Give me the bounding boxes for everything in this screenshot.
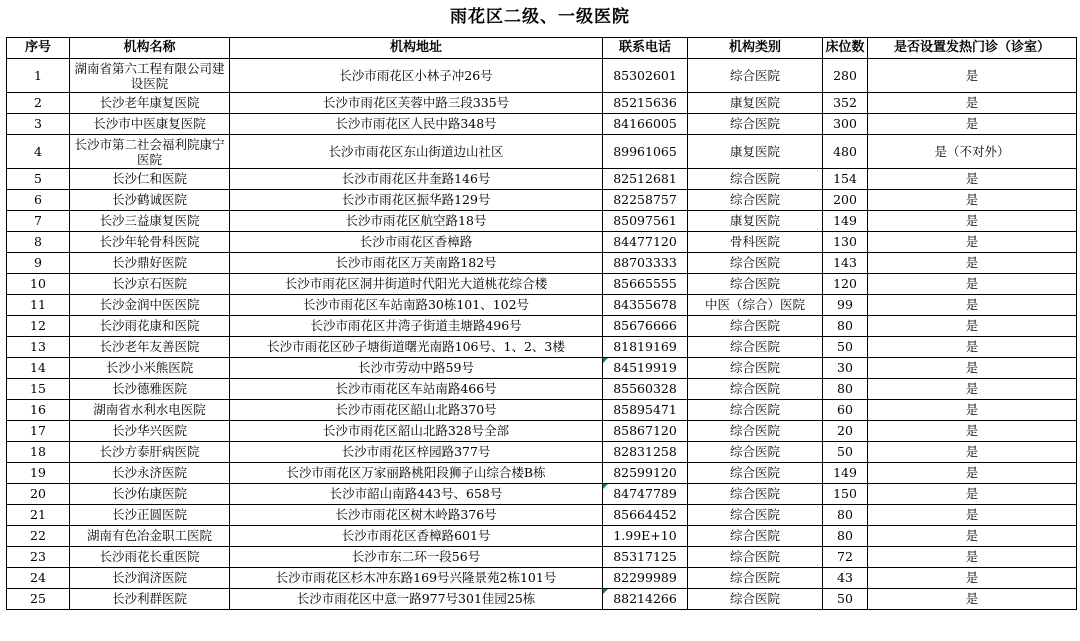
cell-type: 综合医院: [688, 589, 823, 610]
cell-name: 湖南有色冶金职工医院: [70, 526, 230, 547]
cell-no: 10: [7, 274, 70, 295]
cell-no: 8: [7, 232, 70, 253]
header-address: 机构地址: [230, 38, 603, 59]
cell-type: 综合医院: [688, 59, 823, 93]
cell-no: 25: [7, 589, 70, 610]
cell-name: 长沙润济医院: [70, 568, 230, 589]
cell-name: 湖南省水利水电医院: [70, 400, 230, 421]
cell-fever-clinic: 是: [868, 316, 1077, 337]
cell-no: 11: [7, 295, 70, 316]
cell-phone: 84355678: [603, 295, 688, 316]
cell-address: 长沙市雨花区梓园路377号: [230, 442, 603, 463]
cell-fever-clinic: 是（不对外）: [868, 135, 1077, 169]
cell-type: 综合医院: [688, 190, 823, 211]
cell-type: 综合医院: [688, 337, 823, 358]
cell-type: 综合医院: [688, 358, 823, 379]
table-row: [7, 114, 1077, 135]
cell-no: 16: [7, 400, 70, 421]
cell-address: 长沙市劳动中路59号: [230, 358, 603, 379]
cell-fever-clinic: 是: [868, 114, 1077, 135]
cell-type: 综合医院: [688, 400, 823, 421]
cell-address: 长沙市东二环一段56号: [230, 547, 603, 568]
cell-type: 康复医院: [688, 93, 823, 114]
cell-type: 综合医院: [688, 114, 823, 135]
cell-type: 综合医院: [688, 421, 823, 442]
table-row: [7, 358, 1077, 379]
cell-beds: 80: [823, 316, 868, 337]
table-row: [7, 59, 1077, 93]
cell-no: 9: [7, 253, 70, 274]
header-phone: 联系电话: [603, 38, 688, 59]
cell-name: 长沙华兴医院: [70, 421, 230, 442]
cell-phone: 84477120: [603, 232, 688, 253]
table-row: [7, 169, 1077, 190]
table-row: [7, 484, 1077, 505]
cell-name: 长沙仁和医院: [70, 169, 230, 190]
cell-phone: 89961065: [603, 135, 688, 169]
cell-phone: 84166005: [603, 114, 688, 135]
cell-fever-clinic: 是: [868, 211, 1077, 232]
table-row: [7, 253, 1077, 274]
cell-phone: 85867120: [603, 421, 688, 442]
cell-type: 综合医院: [688, 463, 823, 484]
table-row: [7, 337, 1077, 358]
header-beds: 床位数: [823, 38, 868, 59]
table-row: [7, 135, 1077, 169]
cell-beds: 300: [823, 114, 868, 135]
cell-name: 长沙年轮骨科医院: [70, 232, 230, 253]
cell-phone: 85097561: [603, 211, 688, 232]
table-row: [7, 190, 1077, 211]
cell-beds: 480: [823, 135, 868, 169]
cell-no: 5: [7, 169, 70, 190]
cell-name: 长沙永济医院: [70, 463, 230, 484]
cell-no: 15: [7, 379, 70, 400]
cell-fever-clinic: 是: [868, 568, 1077, 589]
cell-beds: 72: [823, 547, 868, 568]
cell-fever-clinic: 是: [868, 400, 1077, 421]
header-row: [7, 38, 1077, 59]
cell-no: 24: [7, 568, 70, 589]
cell-phone: 81819169: [603, 337, 688, 358]
cell-address: 长沙市雨花区东山街道边山社区: [230, 135, 603, 169]
cell-beds: 80: [823, 379, 868, 400]
cell-phone: 82831258: [603, 442, 688, 463]
cell-name: 长沙雨花长重医院: [70, 547, 230, 568]
header-type: 机构类别: [688, 38, 823, 59]
cell-address: 长沙市雨花区杉木冲东路169号兴隆景苑2栋101号: [230, 568, 603, 589]
cell-address: 长沙市雨花区香樟路601号: [230, 526, 603, 547]
cell-fever-clinic: 是: [868, 59, 1077, 93]
cell-phone: 82258757: [603, 190, 688, 211]
cell-fever-clinic: 是: [868, 421, 1077, 442]
table-row: [7, 316, 1077, 337]
cell-phone: 84519919: [603, 358, 688, 379]
cell-beds: 99: [823, 295, 868, 316]
cell-type: 综合医院: [688, 568, 823, 589]
cell-beds: 149: [823, 211, 868, 232]
table-row: [7, 421, 1077, 442]
table-row: [7, 93, 1077, 114]
cell-address: 长沙市雨花区万芙南路182号: [230, 253, 603, 274]
cell-name: 长沙金润中医医院: [70, 295, 230, 316]
cell-type: 康复医院: [688, 211, 823, 232]
cell-no: 2: [7, 93, 70, 114]
cell-type: 综合医院: [688, 547, 823, 568]
cell-name: 长沙利群医院: [70, 589, 230, 610]
cell-no: 6: [7, 190, 70, 211]
cell-name: 长沙正圆医院: [70, 505, 230, 526]
cell-name: 长沙雨花康和医院: [70, 316, 230, 337]
cell-phone: 82599120: [603, 463, 688, 484]
cell-phone: 84747789: [603, 484, 688, 505]
cell-fever-clinic: 是: [868, 253, 1077, 274]
cell-address: 长沙市雨花区振华路129号: [230, 190, 603, 211]
cell-phone: 88703333: [603, 253, 688, 274]
cell-name: 长沙佑康医院: [70, 484, 230, 505]
cell-fever-clinic: 是: [868, 190, 1077, 211]
cell-address: 长沙市雨花区树木岭路376号: [230, 505, 603, 526]
table-row: [7, 379, 1077, 400]
cell-address: 长沙市雨花区香樟路: [230, 232, 603, 253]
cell-phone: 82299989: [603, 568, 688, 589]
cell-name: 长沙京石医院: [70, 274, 230, 295]
header-fever-clinic: 是否设置发热门诊（诊室）: [868, 38, 1077, 59]
cell-fever-clinic: 是: [868, 93, 1077, 114]
cell-address: 长沙市韶山南路443号、658号: [230, 484, 603, 505]
cell-fever-clinic: 是: [868, 295, 1077, 316]
cell-address: 长沙市雨花区韶山北路328号全部: [230, 421, 603, 442]
cell-name: 长沙鼎好医院: [70, 253, 230, 274]
cell-type: 综合医院: [688, 484, 823, 505]
cell-address: 长沙市雨花区航空路18号: [230, 211, 603, 232]
table-row: [7, 463, 1077, 484]
cell-type: 综合医院: [688, 505, 823, 526]
cell-no: 17: [7, 421, 70, 442]
cell-beds: 200: [823, 190, 868, 211]
cell-type: 综合医院: [688, 379, 823, 400]
cell-phone: 85664452: [603, 505, 688, 526]
cell-name: 湖南省第六工程有限公司建设医院: [70, 59, 230, 93]
cell-address: 长沙市雨花区韶山北路370号: [230, 400, 603, 421]
cell-no: 7: [7, 211, 70, 232]
cell-no: 20: [7, 484, 70, 505]
cell-type: 综合医院: [688, 316, 823, 337]
cell-beds: 280: [823, 59, 868, 93]
table-row: [7, 274, 1077, 295]
cell-address: 长沙市雨花区车站南路30栋101、102号: [230, 295, 603, 316]
cell-fever-clinic: 是: [868, 442, 1077, 463]
cell-address: 长沙市雨花区车站南路466号: [230, 379, 603, 400]
cell-beds: 43: [823, 568, 868, 589]
cell-phone: 85215636: [603, 93, 688, 114]
cell-beds: 50: [823, 442, 868, 463]
cell-no: 23: [7, 547, 70, 568]
cell-name: 长沙市第二社会福利院康宁医院: [70, 135, 230, 169]
cell-no: 12: [7, 316, 70, 337]
cell-no: 22: [7, 526, 70, 547]
cell-address: 长沙市雨花区万家丽路桃阳段狮子山综合楼B栋: [230, 463, 603, 484]
cell-name: 长沙三益康复医院: [70, 211, 230, 232]
cell-name: 长沙小米熊医院: [70, 358, 230, 379]
cell-beds: 154: [823, 169, 868, 190]
cell-fever-clinic: 是: [868, 232, 1077, 253]
cell-fever-clinic: 是: [868, 547, 1077, 568]
table-row: [7, 400, 1077, 421]
cell-phone: 85317125: [603, 547, 688, 568]
cell-no: 13: [7, 337, 70, 358]
cell-phone: 88214266: [603, 589, 688, 610]
cell-type: 综合医院: [688, 253, 823, 274]
cell-phone: 85665555: [603, 274, 688, 295]
cell-fever-clinic: 是: [868, 169, 1077, 190]
table-row: [7, 526, 1077, 547]
cell-fever-clinic: 是: [868, 358, 1077, 379]
header-name: 机构名称: [70, 38, 230, 59]
cell-phone: 85895471: [603, 400, 688, 421]
cell-no: 21: [7, 505, 70, 526]
cell-no: 1: [7, 59, 70, 93]
cell-fever-clinic: 是: [868, 274, 1077, 295]
cell-beds: 30: [823, 358, 868, 379]
hospital-table: [6, 37, 1077, 610]
table-row: [7, 547, 1077, 568]
cell-beds: 150: [823, 484, 868, 505]
table-row: [7, 442, 1077, 463]
cell-address: 长沙市雨花区井奎路146号: [230, 169, 603, 190]
cell-no: 3: [7, 114, 70, 135]
cell-beds: 352: [823, 93, 868, 114]
table-row: [7, 568, 1077, 589]
cell-type: 综合医院: [688, 274, 823, 295]
cell-beds: 80: [823, 505, 868, 526]
cell-beds: 130: [823, 232, 868, 253]
cell-type: 骨科医院: [688, 232, 823, 253]
cell-address: 长沙市雨花区洞井街道时代阳光大道桃花综合楼: [230, 274, 603, 295]
cell-beds: 120: [823, 274, 868, 295]
cell-name: 长沙市中医康复医院: [70, 114, 230, 135]
cell-address: 长沙市雨花区芙蓉中路三段335号: [230, 93, 603, 114]
cell-fever-clinic: 是: [868, 379, 1077, 400]
cell-name: 长沙德雅医院: [70, 379, 230, 400]
cell-name: 长沙方泰肝病医院: [70, 442, 230, 463]
table-row: [7, 232, 1077, 253]
cell-beds: 143: [823, 253, 868, 274]
cell-type: 中医（综合）医院: [688, 295, 823, 316]
cell-no: 14: [7, 358, 70, 379]
cell-name: 长沙老年友善医院: [70, 337, 230, 358]
cell-fever-clinic: 是: [868, 484, 1077, 505]
table-row: [7, 211, 1077, 232]
cell-address: 长沙市雨花区井湾子街道圭塘路496号: [230, 316, 603, 337]
cell-address: 长沙市雨花区人民中路348号: [230, 114, 603, 135]
cell-fever-clinic: 是: [868, 589, 1077, 610]
cell-phone: 85560328: [603, 379, 688, 400]
cell-address: 长沙市雨花区中意一路977号301佳园25栋: [230, 589, 603, 610]
cell-beds: 60: [823, 400, 868, 421]
cell-beds: 149: [823, 463, 868, 484]
cell-beds: 80: [823, 526, 868, 547]
cell-beds: 20: [823, 421, 868, 442]
cell-fever-clinic: 是: [868, 337, 1077, 358]
cell-phone: 1.99E+10: [603, 526, 688, 547]
cell-no: 18: [7, 442, 70, 463]
cell-fever-clinic: 是: [868, 463, 1077, 484]
cell-fever-clinic: 是: [868, 526, 1077, 547]
cell-type: 综合医院: [688, 526, 823, 547]
cell-no: 19: [7, 463, 70, 484]
cell-name: 长沙老年康复医院: [70, 93, 230, 114]
cell-phone: 85302601: [603, 59, 688, 93]
cell-name: 长沙鹤诚医院: [70, 190, 230, 211]
cell-beds: 50: [823, 337, 868, 358]
cell-address: 长沙市雨花区小林子冲26号: [230, 59, 603, 93]
table-row: [7, 589, 1077, 610]
cell-fever-clinic: 是: [868, 505, 1077, 526]
cell-phone: 85676666: [603, 316, 688, 337]
page-title: 雨花区二级、一级医院: [450, 7, 630, 27]
cell-type: 康复医院: [688, 135, 823, 169]
cell-beds: 50: [823, 589, 868, 610]
header-no: 序号: [7, 38, 70, 59]
cell-type: 综合医院: [688, 169, 823, 190]
cell-type: 综合医院: [688, 442, 823, 463]
table-row: [7, 505, 1077, 526]
cell-no: 4: [7, 135, 70, 169]
cell-phone: 82512681: [603, 169, 688, 190]
cell-address: 长沙市雨花区砂子塘街道曙光南路106号、1、2、3楼: [230, 337, 603, 358]
table-row: [7, 295, 1077, 316]
